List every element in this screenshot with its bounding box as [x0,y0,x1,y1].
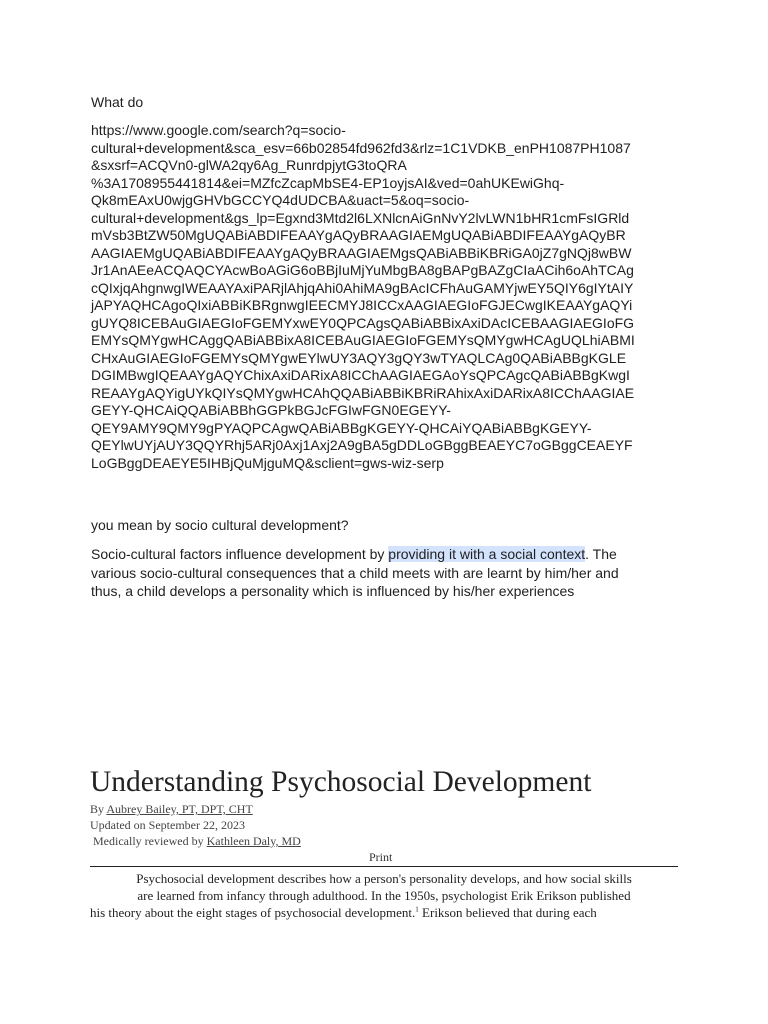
answer-line: thus, a child develops a personality which is influenced by his/her experiences [91,583,575,599]
body-text: Erikson believed that during each [418,905,597,920]
article-title: Understanding Psychosocial Development [90,766,592,798]
medical-review-line [93,834,301,848]
url-line: cQIxjqAhgnwgIWEAAYAxiPARjlAhjqAhi0AhiMA9gBAcICFhAuGAMYjwEY5QIY6gIYtAIY [91,279,634,296]
reviewer-link[interactable]: Kathleen Daly, MD [206,834,301,848]
url-line: REAAYgAQYigUYkQIYsQMYgwHCAhQQABiABBiKBRiRAhixAxiDARixA8ICChAAGIAE [91,384,635,401]
byline [90,802,253,816]
body-line [90,904,678,921]
url-line: cultural+development&gs_lp=Egxnd3Mtd2l6LXNlcnAiGnNvY2lvLWN1bHR1cmFsIGRld [91,209,630,226]
answer-paragraph [91,545,691,601]
answer-line [91,545,691,564]
by-prefix: By [90,802,107,816]
url-line: GEYY-QHCAiQQABiABBhGGPkBGJcFGIwFGN0EGEYY- [91,402,451,418]
url-line: QEYlwUYjAUY3QQYRhj5ARj0Axj1Axj2A9gBA5gDDLoGBggBEAEYC7oGBggCEAEYF [91,437,633,453]
url-line: &sxsrf=ACQVn0-glWA2qy6Ag_RunrdpjytG3toQRA [91,157,407,173]
url-line: %3A1708955441814&ei=MZfcZcapMbSE4-EP1oyjsAI&ved=0ahUKEwiGhq- [91,174,565,191]
print-button[interactable]: Print [369,850,393,864]
author-link[interactable]: Aubrey Bailey, PT, DPT, CHT [106,802,253,816]
highlighted-phrase: providing it with a social context [388,546,586,562]
answer-text: . The [585,546,617,562]
reviewed-prefix: Medically reviewed by [93,834,207,848]
url-line: jAPYAQHCAgoQIxiABBiKBRgnwgIEECMYJ8ICCxAAGIAEGIoFGJECwgIKEAAYgAQYi [91,297,633,313]
url-line: Qk8mEAxU0wjgGHVbGCCYQ4dUDCBA&uact=5&oq=socio- [91,192,470,208]
answer-line: various socio-cultural consequences that a child meets with are learnt by him/her and [91,564,619,581]
url-line: AAGIAEMgUQABiABDIFEAAYgAQyBRAAGIAEMgsQABiABBiKBRiGA0jZ7gNQj8wBW [91,244,632,261]
search-url-text [91,122,691,472]
section-divider [90,866,678,867]
url-line: Jr1AnAEeACQAQCYAcwBoAGiG6oBBjIuMjYuMbgBA8gBAPgBAZgCIaACih6oAhTCAg [91,262,634,278]
url-line: EMYsQMYgwHCAggQABiABBixA8ICEBAuGIAEGIoFGEMYsQMYgwHCAgUQLhiABMI [91,332,635,348]
question-fragment: What do [91,94,144,110]
url-line: mVsb3BtZW50MgUQABiABDIFEAAYgAQyBRAAGIAEMgUQABiABDIFEAAYgAQyBR [91,227,626,243]
body-line: Psychosocial development describes how a person's personality develops, and how social skills [136,871,632,886]
answer-text: Socio-cultural factors influence development by [91,546,389,562]
url-line: LoGBggDEAEYE5IHBjQuMjguMQ&sclient=gws-wiz-serp [91,454,444,471]
citation-mark[interactable]: 1 [415,905,419,914]
body-line: are learned from infancy through adulthood. In the 1950s, psychologist Erik Erikson published [137,888,631,903]
updated-date: Updated on September 22, 2023 [90,818,245,832]
url-line: https://www.google.com/search?q=socio- [91,122,346,138]
question-text: you mean by socio cultural development? [91,517,349,533]
url-line: CHxAuGIAEGIoFGEMYsQMYgwEYlwUY3AQY3gQY3wTYAQLCAg0QABiABBgKGLE [91,349,627,366]
url-line: QEY9AMY9QMY9gPYAQPCAgwQABiABBgKGEYY-QHCAiYQABiABBgKGEYY- [91,419,592,436]
url-line: gUYQ8ICEBAuGIAEGIoFGEMYxwEY0QPCAgsQABiABBixAxiDAcICEBAAGIAEGIoFG [91,314,635,331]
url-line: cultural+development&sca_esv=66b02854fd962fd3&rlz=1C1VDKB_enPH1087PH1087 [91,139,631,156]
article-body [90,870,678,921]
url-line: DGIMBwgIQEAAYgAQYChixAxiDARixA8ICChAAGIAEGAoYsQPCAgcQABiABBgKwgI [91,367,630,383]
body-text: his theory about the eight stages of psychosocial development. [90,905,416,920]
